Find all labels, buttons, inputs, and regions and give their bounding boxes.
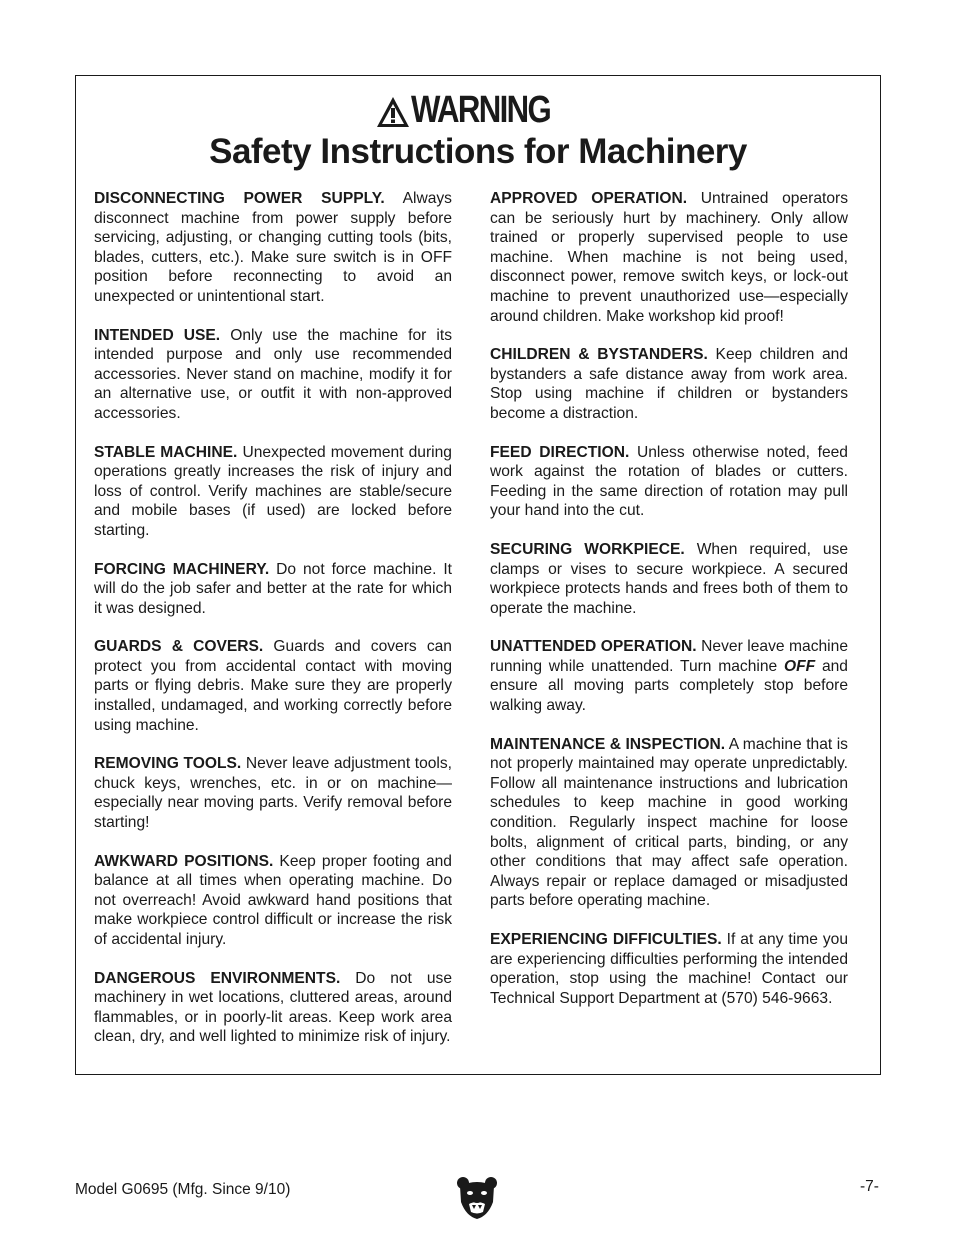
item-text: Always disconnect machine from power supply before servicing, adjusting, or changing cutting tools (bits, blades, cutters, etc.). Make sure switch is in OFF position before reconnecting to avoid an unexpected or unintentional start. xyxy=(94,190,452,305)
safety-box xyxy=(75,75,881,1075)
safety-item xyxy=(94,637,452,735)
safety-item xyxy=(490,443,848,521)
item-text: A machine that is not properly maintained may operate unpredictably. Follow all maintenance instructions and lubrication schedules to keep machine in good working condition. Regularly inspect machine for loose bolts, alignment of critical parts, binding, or any other conditions that may affect safe operation. Always repair or replace damaged or misadjusted parts before operating machine. xyxy=(490,735,848,910)
item-heading: DANGEROUS ENVIRONMENTS. xyxy=(94,969,341,987)
item-heading: FORCING MACHINERY. xyxy=(94,560,270,578)
item-text: Do not force machine. It will do the job safer and better at the rate for which it was designed. xyxy=(94,560,452,617)
safety-item xyxy=(490,345,848,423)
left-column xyxy=(94,189,452,1066)
safety-item xyxy=(94,852,452,950)
item-text: Guards and covers can protect you from accidental contact with moving parts or flying debris. Make sure they are properly installed, undamaged, and working correctly before using machine. xyxy=(94,638,452,734)
warning-heading xyxy=(76,90,880,130)
item-text: Untrained operators can be seriously hurt by machinery. Only allow trained or properly supervised people to use machine. When machine is not being used, disconnect power, remove switch keys, or lock-out machine to prevent unauthorized use—especially around children. Make workshop kid proof! xyxy=(490,190,848,325)
item-text: When required, use clamps or vises to secure workpiece. A secured workpiece protects hands and frees both of them to operate the machine. xyxy=(490,540,849,617)
item-text-continued: and ensure all moving parts completely stop before walking away. xyxy=(490,657,848,715)
item-heading: SECURING WORKPIECE. xyxy=(490,540,685,558)
safety-item xyxy=(490,930,848,1008)
item-heading: EXPERIENCING DIFFICULTIES. xyxy=(490,931,722,948)
item-text: Unless otherwise noted, feed work against the rotation of blades or cutters. Feeding in the same direction of rotation may pull your hand into the cut. xyxy=(490,443,848,520)
item-heading: STABLE MACHINE. xyxy=(94,443,238,461)
warning-triangle-icon xyxy=(376,96,410,128)
item-heading: UNATTENDED OPERATION. xyxy=(490,638,697,656)
safety-item xyxy=(490,735,848,911)
item-text: Keep proper footing and balance at all times when operating machine. Do not overreach! Avoid awkward hand positions that make workpiece control difficult or increase the risk of accidental injury. xyxy=(94,852,452,948)
item-text: Only use the machine for its intended purpose and only use recommended accessories. Never stand on machine, modify it for an alternative use, or outfit it with non-approved accessories. xyxy=(94,326,452,422)
item-text: Never leave adjustment tools, chuck keys, wrenches, etc. in or on machine—especially near moving parts. Verify removal before starting! xyxy=(94,755,453,832)
safety-item xyxy=(94,969,452,1047)
warning-word: WARNING xyxy=(410,89,550,131)
item-heading: DISCONNECTING POWER SUPPLY. xyxy=(94,190,385,207)
safety-item xyxy=(490,540,848,618)
item-heading: CHILDREN & BYSTANDERS. xyxy=(490,346,708,364)
item-text: Keep children and bystanders a safe distance away from work area. Stop using machine if children or bystanders become a distraction. xyxy=(490,346,848,422)
item-text: Never leave machine running while unattended. Turn machine xyxy=(490,638,848,675)
item-heading: APPROVED OPERATION. xyxy=(490,190,688,207)
model-label: Model G0695 (Mfg. Since 9/10) xyxy=(75,1181,291,1198)
safety-item xyxy=(490,637,848,715)
safety-item xyxy=(94,326,452,424)
safety-item xyxy=(94,754,452,832)
page-title: Safety Instructions for Machinery xyxy=(209,132,747,171)
safety-item xyxy=(94,560,452,619)
item-text: Unexpected movement during operations greatly increases the risk of injury and loss of control. Verify machines are stable/secure and mobile bases (if used) are locked before starting. xyxy=(94,443,452,539)
item-heading: INTENDED USE. xyxy=(94,326,221,344)
item-heading: FEED DIRECTION. xyxy=(490,443,630,461)
item-heading: MAINTENANCE & INSPECTION. xyxy=(490,735,726,753)
bear-head-icon xyxy=(456,1176,498,1225)
item-heading: REMOVING TOOLS. xyxy=(94,755,242,773)
page-number: -7- xyxy=(860,1178,879,1195)
safety-item xyxy=(94,189,452,307)
item-heading: GUARDS & COVERS. xyxy=(94,638,264,656)
safety-item xyxy=(490,189,848,326)
right-column xyxy=(490,189,848,1027)
item-heading: AWKWARD POSITIONS. xyxy=(94,852,274,870)
item-text: If at any time you are experiencing difficulties performing the intended operation, stop using the machine! Contact our Technical Support Department at (570) 546-9663. xyxy=(490,931,848,1007)
item-text: Do not use machinery in wet locations, cluttered areas, around flammables, or in poorly-lit areas. Keep work area clean, dry, and well lighted to minimize risk of injury. xyxy=(94,969,452,1046)
safety-item xyxy=(94,443,452,541)
item-emphasis: OFF xyxy=(783,657,816,675)
